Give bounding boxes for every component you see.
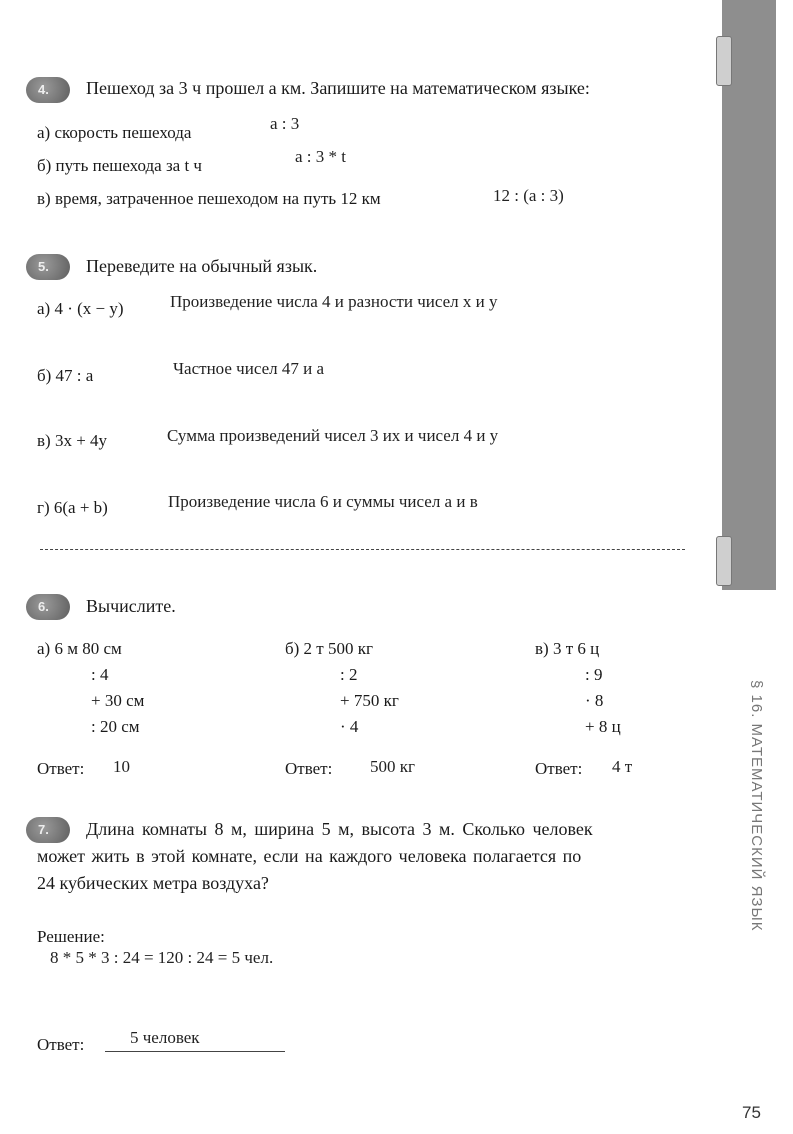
calc-step: : 20 см bbox=[91, 717, 140, 736]
item-label: б) 47 : a bbox=[37, 366, 94, 385]
handwritten-answer: 500 кг bbox=[370, 757, 415, 776]
handwritten-answer: Сумма произведений чисел 3 их и чисел 4 и y bbox=[167, 426, 499, 445]
calc-step: + 8 ц bbox=[585, 717, 621, 736]
task-text-line: может жить в этой комнате, если на каждого человека полагается по bbox=[37, 846, 582, 866]
bookmark-tab bbox=[716, 36, 732, 86]
page-number: 75 bbox=[742, 1103, 761, 1122]
solution-label: Решение: bbox=[37, 927, 105, 946]
answer-label: Ответ: bbox=[37, 759, 85, 778]
answer-line bbox=[105, 1051, 285, 1052]
answer-label: Ответ: bbox=[535, 759, 583, 778]
handwritten-answer: 4 т bbox=[612, 757, 633, 776]
calc-step: · 4 bbox=[340, 717, 359, 736]
handwritten-solution: 8 * 5 * 3 : 24 = 120 : 24 = 5 чел. bbox=[50, 948, 274, 967]
calc-start: в) 3 т 6 ц bbox=[535, 639, 600, 658]
task-title: Переведите на обычный язык. bbox=[86, 256, 318, 276]
calc-step: : 2 bbox=[340, 665, 358, 684]
handwritten-answer: a : 3 * t bbox=[295, 147, 346, 166]
task-number-badge: 6. bbox=[26, 594, 70, 620]
calc-step: + 30 см bbox=[91, 691, 145, 710]
task-number-badge: 7. bbox=[26, 817, 70, 843]
calc-start: а) 6 м 80 см bbox=[37, 639, 122, 658]
item-label: а) 4 · (x − y) bbox=[37, 299, 124, 318]
item-label: г) 6(a + b) bbox=[37, 498, 108, 517]
task-number-badge: 4. bbox=[26, 77, 70, 103]
handwritten-answer: 10 bbox=[113, 757, 130, 776]
item-label: а) скорость пешехода bbox=[37, 123, 192, 142]
divider bbox=[40, 549, 685, 550]
handwritten-answer: Частное чисел 47 и а bbox=[173, 359, 324, 378]
task-title: Вычислите. bbox=[86, 596, 176, 616]
task-text-line: Длина комнаты 8 м, ширина 5 м, высота 3 м. Сколько человек bbox=[86, 819, 593, 839]
task-number-badge: 5. bbox=[26, 254, 70, 280]
handwritten-answer: a : 3 bbox=[270, 114, 300, 133]
bookmark-tab bbox=[716, 536, 732, 586]
calc-step: · 8 bbox=[585, 691, 604, 710]
calc-step: : 4 bbox=[91, 665, 109, 684]
side-band bbox=[722, 0, 776, 590]
item-label: б) путь пешехода за t ч bbox=[37, 156, 202, 175]
handwritten-answer: Произведение числа 4 и разности чисел x и y bbox=[170, 292, 498, 311]
handwritten-answer: 12 : (a : 3) bbox=[493, 186, 564, 205]
calc-step: + 750 кг bbox=[340, 691, 399, 710]
handwritten-answer: Произведение числа 6 и суммы чисел а и в bbox=[168, 492, 478, 511]
answer-label: Ответ: bbox=[37, 1035, 85, 1054]
task-text-line: 24 кубических метра воздуха? bbox=[37, 873, 269, 893]
calc-start: б) 2 т 500 кг bbox=[285, 639, 373, 658]
handwritten-answer: 5 человек bbox=[130, 1028, 200, 1047]
calc-step: : 9 bbox=[585, 665, 603, 684]
item-label: в) время, затраченное пешеходом на путь 12 км bbox=[37, 189, 381, 208]
item-label: в) 3x + 4y bbox=[37, 431, 108, 450]
answer-label: Ответ: bbox=[285, 759, 333, 778]
task-title: Пешеход за 3 ч прошел a км. Запишите на математическом языке: bbox=[86, 78, 590, 98]
section-title: § 16. МАТЕМАТИЧЕСКИЙ ЯЗЫК bbox=[748, 680, 765, 932]
